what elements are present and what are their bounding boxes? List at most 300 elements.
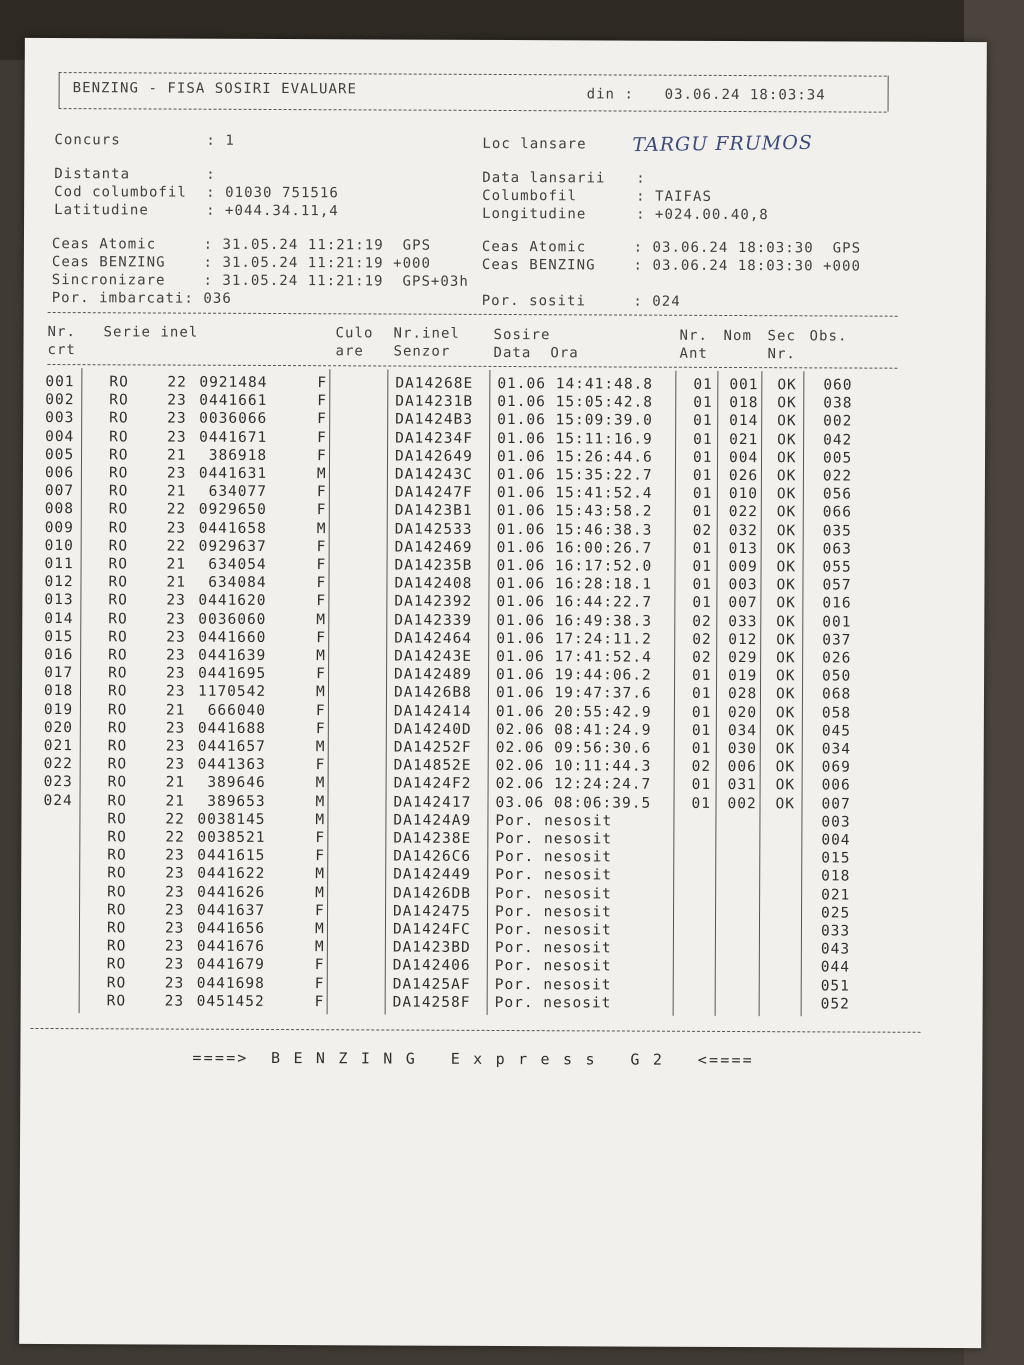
- cell-sex: M: [316, 611, 327, 628]
- cell-obs: 002: [823, 413, 853, 430]
- cell-sosire: 01.06 16:17:52.0: [496, 557, 653, 575]
- cell-senzor: DA14852E: [393, 757, 472, 775]
- cell-obs: 025: [821, 905, 851, 922]
- cell-sec: OK: [776, 504, 797, 521]
- cell-nr: 011: [44, 555, 74, 573]
- distanta-value: :: [206, 166, 216, 183]
- cell-tara: RO: [108, 556, 129, 573]
- cell-sec: OK: [776, 650, 796, 667]
- latitudine-value: : +044.34.11,4: [206, 202, 339, 220]
- cod-value: : 01030 751516: [206, 184, 339, 202]
- table-top-rule: [48, 312, 898, 317]
- cell-inel: 386918: [198, 447, 268, 464]
- cell-tara: RO: [106, 993, 127, 1010]
- cell-sec: OK: [777, 431, 797, 448]
- cell-inel: 0929637: [198, 538, 267, 555]
- cell-inel: 0441695: [198, 665, 267, 683]
- cell-nom: 019: [728, 668, 758, 685]
- cell-inel: 1170542: [197, 684, 267, 701]
- sincronizare: Sincronizare : 31.05.24 11:21:19 GPS+03h: [51, 272, 469, 290]
- concurs-label: Concurs: [54, 132, 121, 149]
- cell-sex: F: [316, 447, 327, 465]
- cell-ant: 01: [691, 704, 712, 721]
- cell-tara: RO: [108, 465, 129, 482]
- cell-an: 22: [165, 829, 185, 846]
- cell-sex: F: [317, 429, 327, 446]
- cell-sex: F: [315, 830, 326, 847]
- cell-tara: RO: [108, 592, 128, 609]
- cell-sec: OK: [776, 668, 796, 685]
- cell-nr: 004: [45, 428, 75, 445]
- loc-lansare-label: Loc lansare: [482, 135, 587, 153]
- cell-nom: 003: [728, 577, 758, 594]
- cell-ant: 01: [691, 686, 712, 703]
- report-title: BENZING - FISA SOSIRI EVALUARE: [72, 80, 358, 98]
- cell-inel: 0441661: [199, 392, 268, 410]
- cell-ant: 01: [692, 449, 713, 466]
- cell-nom: 033: [728, 613, 758, 630]
- cell-ant: 02: [692, 649, 712, 666]
- cell-an: 23: [165, 884, 185, 901]
- cell-obs: 063: [822, 541, 852, 558]
- cell-sex: M: [316, 466, 327, 483]
- cell-an: 22: [166, 501, 187, 519]
- cell-an: 23: [166, 465, 187, 482]
- cell-senzor: DA14240D: [393, 721, 472, 738]
- cell-nom: 028: [727, 686, 758, 703]
- cell-tara: RO: [109, 410, 129, 427]
- cell-nr: 010: [44, 537, 74, 554]
- cell-sec: OK: [775, 741, 796, 758]
- cell-sex: M: [315, 775, 326, 792]
- cell-obs: 066: [822, 504, 853, 521]
- cell-obs: 057: [822, 577, 852, 594]
- cell-sec: OK: [777, 413, 797, 430]
- cell-sex: F: [316, 593, 327, 610]
- cell-obs: 003: [821, 814, 851, 831]
- cell-an: 23: [166, 647, 186, 664]
- cell-an: 23: [166, 592, 186, 610]
- cell-an: 21: [165, 702, 186, 719]
- cell-sec: OK: [775, 704, 796, 721]
- cell-obs: 026: [822, 650, 852, 667]
- cell-nr: 019: [43, 701, 74, 718]
- cell-sex: F: [316, 502, 327, 519]
- cell-inel: 0441631: [198, 465, 268, 482]
- columbofil-label: Columbofil: [482, 187, 577, 205]
- cell-nr: 014: [44, 610, 74, 627]
- column-separator: [801, 371, 805, 1016]
- cell-sec: OK: [776, 486, 797, 503]
- cell-obs: 042: [823, 431, 853, 449]
- cell-tara: RO: [108, 501, 129, 518]
- cell-inel: 0441658: [198, 520, 267, 537]
- cell-senzor: DA142417: [393, 794, 472, 811]
- cell-sosire: 01.06 16:44:22.7: [496, 594, 653, 612]
- cell-sosire: Por. nesosit: [494, 976, 612, 994]
- cell-tara: RO: [107, 756, 128, 773]
- data-lansarii-label: Data lansarii: [482, 169, 606, 187]
- cell-sex: F: [316, 666, 326, 683]
- cell-inel: 0441679: [196, 957, 265, 974]
- cell-an: 23: [165, 683, 186, 701]
- cell-nom: 014: [729, 413, 759, 430]
- cell-sec: OK: [775, 722, 796, 740]
- cell-obs: 037: [822, 632, 852, 649]
- cell-inel: 0441671: [199, 429, 268, 446]
- cell-senzor: DA1424A9: [393, 812, 472, 829]
- cell-sex: F: [316, 538, 327, 556]
- cell-tara: RO: [107, 774, 128, 791]
- cell-tara: RO: [106, 938, 127, 955]
- cell-nom: 004: [728, 449, 759, 466]
- cell-sec: OK: [776, 449, 797, 467]
- cell-sex: F: [315, 702, 326, 719]
- cell-inel: 666040: [197, 702, 267, 719]
- cell-obs: 069: [821, 759, 851, 776]
- cell-an: 21: [166, 447, 187, 464]
- cell-senzor: DA1424F2: [393, 775, 472, 793]
- cell-sosire: Por. nesosit: [495, 867, 613, 884]
- column-separator: [327, 369, 331, 1014]
- cell-nr: 022: [43, 756, 73, 773]
- cell-nr: 021: [43, 737, 74, 755]
- cell-obs: 068: [821, 686, 852, 703]
- cell-sosire: 01.06 15:26:44.6: [496, 448, 653, 466]
- cell-ant: 01: [692, 558, 713, 575]
- cell-senzor: DA142408: [394, 575, 473, 593]
- cell-senzor: DA142449: [393, 866, 472, 884]
- cell-inel: 634077: [198, 483, 268, 501]
- cell-tara: RO: [108, 629, 128, 646]
- cell-tara: RO: [109, 428, 129, 445]
- cell-sosire: Por. nesosit: [495, 830, 613, 848]
- cell-inel: 0441676: [196, 938, 266, 956]
- cell-sec: OK: [777, 377, 797, 394]
- cell-tara: RO: [107, 847, 127, 864]
- cell-nom: 032: [728, 522, 758, 539]
- cell-sosire: Por. nesosit: [494, 940, 612, 957]
- cell-nom: 034: [727, 722, 758, 739]
- column-separator: [759, 371, 763, 1016]
- cell-tara: RO: [108, 447, 129, 464]
- cell-senzor: DA14243C: [394, 466, 473, 483]
- cell-sex: M: [315, 866, 325, 883]
- cell-sosire: 01.06 19:47:37.6: [495, 685, 652, 703]
- cell-sex: F: [315, 757, 326, 774]
- cell-sosire: Por. nesosit: [494, 994, 612, 1012]
- cell-an: 23: [166, 629, 186, 646]
- cell-sosire: Por. nesosit: [495, 849, 613, 866]
- table-bottom-rule: [31, 1028, 921, 1033]
- cell-obs: 015: [821, 850, 851, 867]
- cell-an: 21: [166, 556, 187, 573]
- cell-sosire: 01.06 15:05:42.8: [497, 394, 653, 411]
- cell-sec: OK: [777, 395, 797, 412]
- cell-tara: RO: [108, 574, 128, 591]
- cell-an: 23: [164, 975, 185, 992]
- cell-sec: OK: [775, 686, 796, 703]
- cell-senzor: DA142489: [394, 666, 472, 684]
- cell-inel: 0441615: [197, 847, 266, 865]
- cell-tara: RO: [107, 883, 127, 900]
- cell-ant: 01: [693, 395, 713, 412]
- cell-an: 23: [167, 429, 187, 446]
- cell-sec: OK: [776, 559, 797, 576]
- cell-sec: OK: [776, 595, 796, 612]
- cell-nom: 012: [728, 631, 758, 648]
- cell-sosire: Por. nesosit: [495, 903, 612, 921]
- cell-senzor: DA1426DB: [393, 885, 472, 902]
- cell-nom: 030: [727, 740, 757, 758]
- col-culo: Culo: [335, 325, 374, 342]
- cell-obs: 038: [823, 395, 853, 412]
- column-separator: [79, 368, 83, 1013]
- col-are: are: [335, 343, 364, 360]
- cell-an: 23: [166, 665, 186, 682]
- cell-sosire: 01.06 14:41:48.8: [497, 375, 654, 393]
- cell-tara: RO: [108, 647, 128, 664]
- cell-tara: RO: [107, 738, 128, 755]
- col-obs: Obs.: [809, 328, 848, 345]
- cell-sosire: 01.06 16:28:18.1: [496, 576, 653, 593]
- cell-sec: OK: [775, 777, 796, 794]
- col-sec-2: Nr.: [767, 346, 796, 363]
- cell-tara: RO: [108, 610, 128, 627]
- cell-sosire: Por. nesosit: [494, 921, 612, 939]
- cell-sex: F: [316, 557, 327, 574]
- cell-inel: 0441660: [198, 629, 267, 646]
- cell-sosire: 01.06 20:55:42.9: [495, 703, 652, 721]
- cell-senzor: DA14258F: [392, 994, 471, 1011]
- cell-an: 23: [165, 847, 185, 864]
- cell-ant: 01: [692, 595, 712, 612]
- cell-nom: 020: [727, 704, 758, 721]
- cell-an: 23: [164, 920, 185, 937]
- cell-sex: M: [315, 739, 326, 756]
- col-sec-1: Sec: [767, 328, 797, 345]
- cell-inel: 634084: [198, 574, 267, 592]
- cell-sex: M: [315, 793, 326, 810]
- cell-inel: 0036060: [198, 611, 267, 628]
- cell-inel: 0451452: [196, 993, 265, 1010]
- cell-sex: F: [316, 575, 327, 592]
- latitudine-label: Latitudine: [54, 202, 149, 219]
- concurs-value: : 1: [206, 132, 235, 149]
- cell-senzor: DA142392: [394, 593, 473, 611]
- cell-an: 23: [166, 611, 186, 628]
- cell-an: 21: [166, 574, 186, 591]
- cell-tara: RO: [108, 538, 129, 555]
- cell-sex: M: [316, 520, 327, 537]
- cell-tara: RO: [107, 902, 127, 919]
- cell-sosire: Por. nesosit: [494, 958, 612, 975]
- cell-an: 22: [166, 538, 187, 555]
- cell-ant: 01: [691, 722, 712, 739]
- cell-an: 23: [164, 956, 185, 974]
- cell-obs: 005: [822, 450, 853, 467]
- cell-tara: RO: [106, 956, 127, 973]
- cell-inel: 0038521: [197, 829, 266, 846]
- cell-sec: OK: [776, 577, 796, 594]
- cell-sex: M: [315, 884, 325, 901]
- cell-senzor: DA14238E: [393, 830, 472, 847]
- cell-senzor: DA1425AF: [392, 976, 471, 993]
- cell-senzor: DA142406: [392, 957, 471, 975]
- cell-senzor: DA142464: [394, 630, 473, 647]
- cell-sosire: 01.06 15:35:22.7: [496, 466, 653, 484]
- cell-an: 21: [166, 483, 187, 500]
- cell-inel: 0441363: [197, 756, 266, 774]
- cell-ant: 01: [692, 540, 713, 557]
- cell-obs: 060: [823, 377, 853, 394]
- cell-obs: 033: [820, 923, 851, 940]
- cell-sex: F: [316, 484, 327, 501]
- cell-nr: 007: [44, 483, 75, 500]
- cell-sosire: 01.06 16:00:26.7: [496, 539, 653, 557]
- cell-sosire: 01.06 17:24:11.2: [496, 630, 652, 648]
- col-nom: Nom: [723, 327, 753, 345]
- col-nr: Nr.: [47, 324, 77, 341]
- column-separator: [385, 369, 389, 1014]
- cell-tara: RO: [107, 683, 128, 700]
- cell-nr: 018: [43, 683, 74, 700]
- cell-ant: 01: [692, 504, 713, 521]
- cell-nom: 021: [729, 431, 759, 448]
- column-separator: [715, 371, 719, 1016]
- cell-ant: 02: [692, 631, 712, 648]
- cell-inel: 389653: [197, 793, 266, 810]
- cell-obs: 006: [821, 777, 851, 794]
- cell-sex: F: [314, 975, 325, 992]
- cell-an: 23: [166, 520, 187, 537]
- cell-senzor: DA14268E: [395, 375, 474, 392]
- cell-senzor: DA14234F: [395, 430, 473, 447]
- footer-brand: ====> B E N Z I N G E x p r e s s G 2 <====: [192, 1048, 754, 1070]
- col-nr-ant-2: Ant: [679, 345, 708, 362]
- cell-inel: 0441637: [197, 902, 266, 919]
- cell-an: 23: [165, 738, 186, 755]
- cell-sosire: 02.06 12:24:24.7: [495, 776, 652, 794]
- cell-ant: 01: [693, 376, 713, 393]
- col-crt: crt: [47, 342, 76, 359]
- ceas-atomic-right: Ceas Atomic : 03.06.24 18:03:30 GPS: [481, 238, 862, 257]
- cell-senzor: DA1423BD: [392, 939, 471, 957]
- report-din-value: 03.06.24 18:03:34: [664, 86, 826, 104]
- cell-nr: 008: [44, 501, 75, 518]
- cell-sex: M: [314, 921, 325, 938]
- cell-ant: 01: [691, 795, 712, 812]
- cell-senzor: DA1424FC: [392, 921, 471, 938]
- cell-an: 21: [165, 774, 186, 792]
- cell-an: 21: [165, 793, 186, 810]
- cell-inel: 0441656: [196, 920, 266, 937]
- cell-sec: OK: [775, 759, 796, 776]
- cell-obs: 022: [822, 468, 853, 485]
- cell-nom: 006: [727, 759, 757, 776]
- cell-tara: RO: [108, 665, 128, 682]
- cell-obs: 034: [821, 741, 851, 758]
- col-nr-ant-1: Nr.: [679, 327, 709, 344]
- cell-sex: F: [315, 720, 326, 738]
- cell-sec: OK: [776, 631, 796, 649]
- cell-obs: 018: [821, 868, 851, 885]
- cell-sex: M: [316, 648, 326, 665]
- cell-senzor: DA14231B: [395, 393, 474, 411]
- por-sositi: Por. sositi : 024: [481, 292, 681, 310]
- cell-obs: 016: [822, 595, 852, 612]
- cell-nr: 006: [44, 464, 75, 482]
- cell-sosire: 02.06 08:41:24.9: [495, 721, 652, 739]
- cell-obs: 021: [821, 886, 851, 904]
- cell-nom: 026: [728, 467, 759, 485]
- cell-nr: 001: [45, 374, 75, 391]
- cell-nr: 002: [45, 392, 75, 409]
- cell-sex: F: [316, 629, 327, 647]
- cell-senzor: DA1426C6: [393, 848, 472, 866]
- cell-tara: RO: [106, 920, 127, 937]
- cell-sex: F: [315, 848, 326, 865]
- cell-inel: 0038145: [197, 811, 266, 828]
- cell-obs: 050: [822, 668, 852, 685]
- cell-sosire: 01.06 15:09:39.0: [497, 412, 653, 430]
- cell-obs: 058: [821, 704, 852, 722]
- columbofil-value: : TAIFAS: [636, 188, 713, 205]
- cell-inel: 0441620: [198, 593, 267, 610]
- cell-nom: 031: [727, 777, 757, 794]
- cell-inel: 634054: [198, 556, 267, 573]
- printed-sheet: [19, 38, 987, 1348]
- cell-sosire: 01.06 15:46:38.3: [496, 521, 653, 539]
- cell-sex: M: [315, 811, 326, 829]
- cell-sex: F: [314, 957, 325, 974]
- cell-sosire: 01.06 16:49:38.3: [496, 612, 653, 630]
- cell-senzor: DA142533: [394, 521, 473, 538]
- cell-obs: 044: [820, 959, 851, 976]
- cell-nom: 022: [728, 504, 759, 521]
- cell-senzor: DA142469: [394, 539, 473, 556]
- col-data-ora: Data Ora: [493, 344, 579, 362]
- cell-sosire: 02.06 09:56:30.6: [495, 739, 652, 757]
- cell-ant: 02: [691, 759, 712, 776]
- cell-sex: F: [317, 411, 327, 428]
- cell-sec: OK: [776, 613, 796, 630]
- cell-tara: RO: [109, 392, 129, 409]
- cell-obs: 055: [822, 559, 852, 576]
- cell-nr: 024: [43, 792, 73, 809]
- cell-sex: F: [315, 902, 325, 920]
- cell-nr: 005: [45, 446, 75, 463]
- cell-sosire: 02.06 10:11:44.3: [495, 758, 652, 775]
- cell-ant: 01: [692, 668, 712, 685]
- cell-sec: OK: [776, 522, 797, 539]
- cell-obs: 035: [822, 522, 852, 540]
- cell-nr: 023: [43, 774, 73, 791]
- cell-obs: 001: [822, 613, 852, 631]
- cell-sosire: 01.06 17:41:52.4: [496, 648, 652, 666]
- cell-an: 23: [165, 720, 186, 737]
- cell-sex: M: [314, 939, 325, 956]
- cell-inel: 0929650: [198, 502, 267, 519]
- cell-senzor: DA14247F: [394, 484, 473, 502]
- report-din-label: din :: [586, 86, 635, 103]
- cell-inel: 0036066: [199, 411, 268, 428]
- cell-ant: 01: [691, 777, 712, 794]
- cell-obs: 004: [821, 832, 851, 849]
- cod-label: Cod columbofil: [54, 184, 187, 201]
- cell-nr: 003: [45, 410, 75, 427]
- cell-nom: 001: [729, 376, 759, 394]
